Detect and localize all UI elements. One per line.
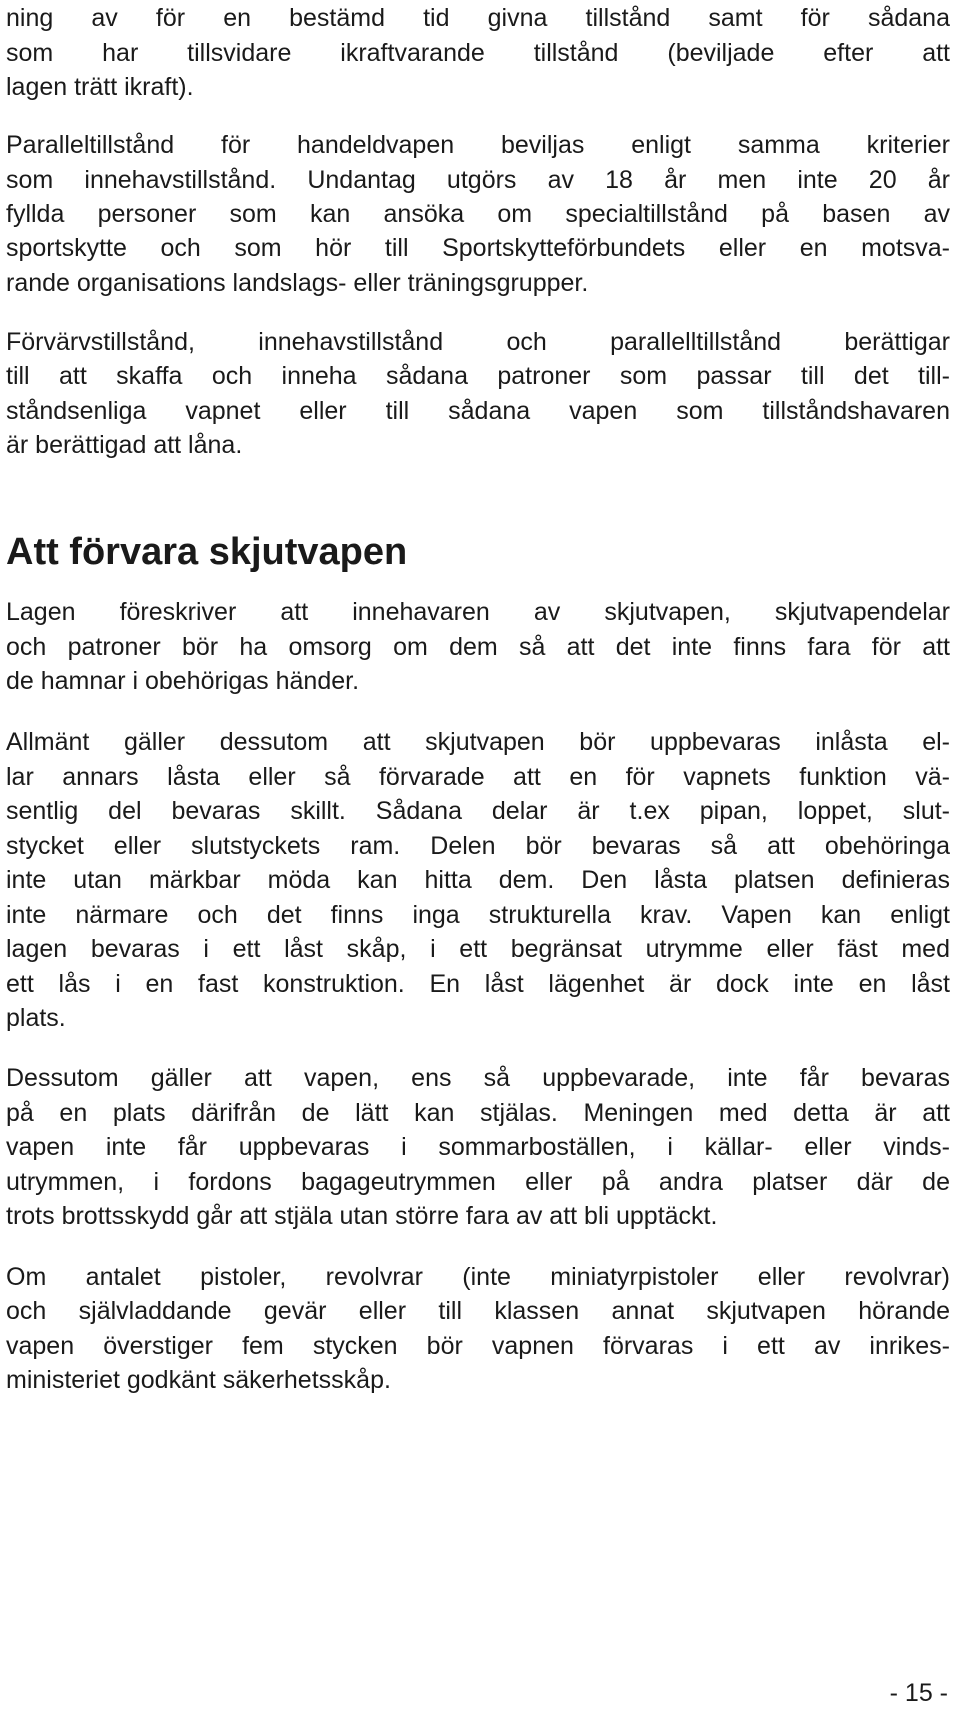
text-line: Dessutom gäller att vapen, ens så uppbevarade, inte får bevaras bbox=[6, 1064, 950, 1092]
text-line: rande organisations landslags- eller träningsgrupper. bbox=[6, 269, 589, 297]
text-line: Förvärvstillstånd, innehavstillstånd och parallelltillstånd berättigar bbox=[6, 328, 950, 356]
text-line: ministeriet godkänt säkerhetsskåp. bbox=[6, 1366, 391, 1394]
text-line: plats. bbox=[6, 1004, 66, 1032]
text-line: fyllda personer som kan ansöka om specialtillstånd på basen av bbox=[6, 200, 950, 228]
text-line: Paralleltillstånd för handeldvapen beviljas enligt samma kriterier bbox=[6, 131, 950, 159]
section-heading: Att förvara skjutvapen bbox=[6, 531, 408, 573]
text-line: stycket eller slutstyckets ram. Delen bör bevaras så att obehöringa bbox=[6, 832, 950, 860]
text-line: sportskytte och som hör till Sportskytteförbundets eller en motsva- bbox=[6, 234, 950, 262]
text-line: Allmänt gäller dessutom att skjutvapen bör uppbevaras inlåsta el- bbox=[6, 728, 950, 756]
text-line: lagen bevaras i ett låst skåp, i ett begränsat utrymme eller fäst med bbox=[6, 935, 950, 963]
text-line: trots brottsskydd går att stjäla utan större fara av att bli upptäckt. bbox=[6, 1202, 718, 1230]
text-line: och självladdande gevär eller till klassen annat skjutvapen hörande bbox=[6, 1297, 950, 1325]
text-line: inte utan märkbar möda kan hitta dem. Den låsta platsen definieras bbox=[6, 866, 950, 894]
text-line: som har tillsvidare ikraftvarande tillstånd (beviljade efter att bbox=[6, 39, 950, 67]
text-line: vapen inte får uppbevaras i sommarboställen, i källar- eller vinds- bbox=[6, 1133, 950, 1161]
text-line: inte närmare och det finns inga strukturella krav. Vapen kan enligt bbox=[6, 901, 950, 929]
text-line: ning av för en bestämd tid givna tillstånd samt för sådana bbox=[6, 4, 950, 32]
text-line: som innehavstillstånd. Undantag utgörs av 18 år men inte 20 år bbox=[6, 166, 950, 194]
text-line: utrymmen, i fordons bagageutrymmen eller på andra platser där de bbox=[6, 1168, 950, 1196]
text-line: Lagen föreskriver att innehavaren av skjutvapen, skjutvapendelar bbox=[6, 598, 950, 626]
text-line: är berättigad att låna. bbox=[6, 431, 243, 459]
text-line: lar annars låsta eller så förvarade att en för vapnets funktion vä- bbox=[6, 763, 950, 791]
text-line: på en plats därifrån de lätt kan stjälas. Meningen med detta är att bbox=[6, 1099, 950, 1127]
text-line: ett lås i en fast konstruktion. En låst lägenhet är dock inte en låst bbox=[6, 970, 950, 998]
text-line: och patroner bör ha omsorg om dem så att det inte finns fara för att bbox=[6, 633, 950, 661]
text-line: Om antalet pistoler, revolvrar (inte miniatyrpistoler eller revolvrar) bbox=[6, 1263, 950, 1291]
text-line: vapen överstiger fem stycken bör vapnen förvaras i ett av inrikes- bbox=[6, 1332, 950, 1360]
text-line: ståndsenliga vapnet eller till sådana vapen som tillståndshavaren bbox=[6, 397, 950, 425]
text-line: lagen trätt ikraft). bbox=[6, 73, 194, 101]
page-number: - 15 - bbox=[889, 1679, 948, 1707]
text-line: sentlig del bevaras skillt. Sådana delar är t.ex pipan, loppet, slut- bbox=[6, 797, 950, 825]
text-line: de hamnar i obehörigas händer. bbox=[6, 667, 360, 695]
text-line: till att skaffa och inneha sådana patroner som passar till det till- bbox=[6, 362, 950, 390]
